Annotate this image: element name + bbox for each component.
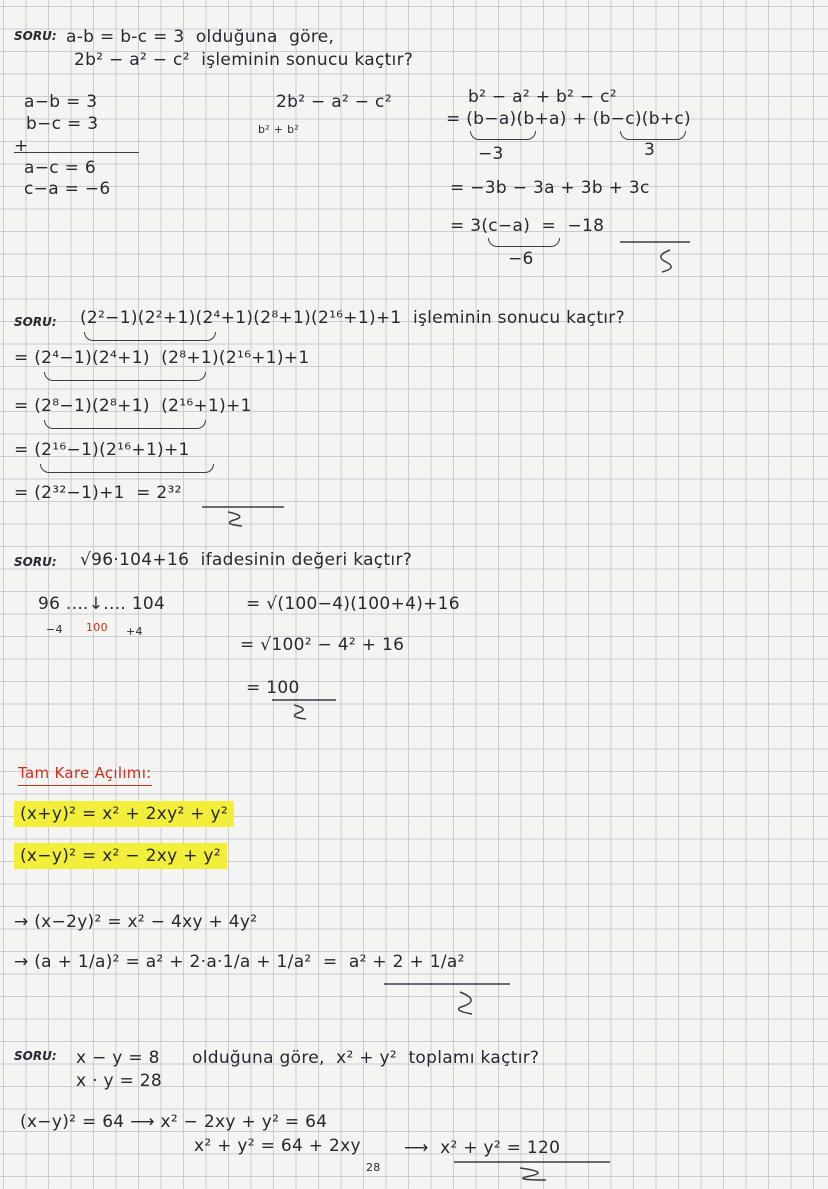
example-line: → (a + 1/a)² = a² + 2·a·1/a + 1/a² = a² + 2 + 1/a² xyxy=(14,952,465,972)
underbrace xyxy=(44,420,206,429)
highlighted-formula xyxy=(14,806,234,823)
work-line: = √(100−4)(100+4)+16 xyxy=(246,594,460,614)
section-heading xyxy=(18,766,152,781)
work-note: −3 xyxy=(478,144,504,164)
work-line: = (2⁴−1)(2⁴+1) (2⁸+1)(2¹⁶+1)+1 xyxy=(14,348,310,368)
work-line: = −3b − 3a + 3b + 3c xyxy=(450,178,650,198)
work-note: +4 xyxy=(126,625,143,638)
example-line: → (x−2y)² = x² − 4xy + 4y² xyxy=(14,912,258,932)
answer-mark xyxy=(618,238,694,274)
underbrace xyxy=(470,131,536,140)
question-text: √96·104+16 ifadesinin değeri kaçtır? xyxy=(80,550,413,570)
underbrace xyxy=(40,464,214,473)
work-line: a−c = 6 xyxy=(24,158,96,178)
work-line: = √100² − 4² + 16 xyxy=(240,635,405,655)
work-line: b² − a² + b² − c² xyxy=(468,87,617,107)
answer-mark xyxy=(450,1158,620,1182)
underbrace xyxy=(488,238,560,247)
work-line: c−a = −6 xyxy=(24,179,111,199)
work-note: 28 xyxy=(366,1161,381,1174)
underbrace xyxy=(620,131,686,140)
work-line: 2b² − a² − c² xyxy=(276,92,392,112)
answer-mark xyxy=(380,980,530,1016)
result-line: ⟶ x² + y² = 120 xyxy=(404,1138,561,1158)
question-tag: SORU: xyxy=(14,29,57,43)
question-text: a-b = b-c = 3 olduğuna göre, xyxy=(66,27,335,47)
work-note: −4 xyxy=(46,623,63,636)
question-tag: SORU: xyxy=(14,555,57,569)
work-line: b−c = 3 xyxy=(26,114,99,134)
work-line: x² + y² = 64 + 2xy xyxy=(194,1136,361,1156)
answer-mark xyxy=(198,504,288,528)
given-line: x · y = 28 xyxy=(76,1071,163,1091)
plus-sign: + xyxy=(14,136,29,156)
result-line: = 3(c−a) = −18 xyxy=(450,216,605,236)
work-line: (x−y)² = 64 ⟶ x² − 2xy + y² = 64 xyxy=(20,1112,328,1132)
work-note: b² + b² xyxy=(258,123,300,136)
work-line: 96 ....↓.... 104 xyxy=(38,594,166,614)
question-text: 2b² − a² − c² işleminin sonucu kaçtır? xyxy=(74,50,414,70)
underbrace xyxy=(84,332,216,341)
formula-text: (x−y)² = x² − 2xy + y² xyxy=(14,843,227,869)
work-line: = (2¹⁶−1)(2¹⁶+1)+1 xyxy=(14,440,190,460)
result-line: = 100 xyxy=(246,678,300,698)
answer-mark xyxy=(270,697,340,721)
highlighted-formula xyxy=(14,848,227,865)
result-line: = (2³²−1)+1 = 2³² xyxy=(14,483,182,503)
section-heading-text: Tam Kare Açılımı: xyxy=(18,764,152,786)
given-line: x − y = 8 xyxy=(76,1048,160,1068)
sum-line xyxy=(14,152,139,153)
question-tag: SORU: xyxy=(14,1049,57,1063)
work-note: 3 xyxy=(644,140,656,160)
formula-text: (x+y)² = x² + 2xy² + y² xyxy=(14,801,234,827)
work-line: = (2⁸−1)(2⁸+1) (2¹⁶+1)+1 xyxy=(14,396,252,416)
work-line: = (b−a)(b+a) + (b−c)(b+c) xyxy=(446,109,691,129)
question-tag: SORU: xyxy=(14,315,57,329)
underbrace xyxy=(44,372,206,381)
work-line: a−b = 3 xyxy=(24,92,98,112)
question-text: olduğuna göre, x² + y² toplamı kaçtır? xyxy=(192,1048,540,1068)
question-text: (2²−1)(2²+1)(2⁴+1)(2⁸+1)(2¹⁶+1)+1 işleminin sonucu kaçtır? xyxy=(80,308,625,328)
work-note-red: 100 xyxy=(86,621,108,634)
work-note: −6 xyxy=(508,249,534,269)
